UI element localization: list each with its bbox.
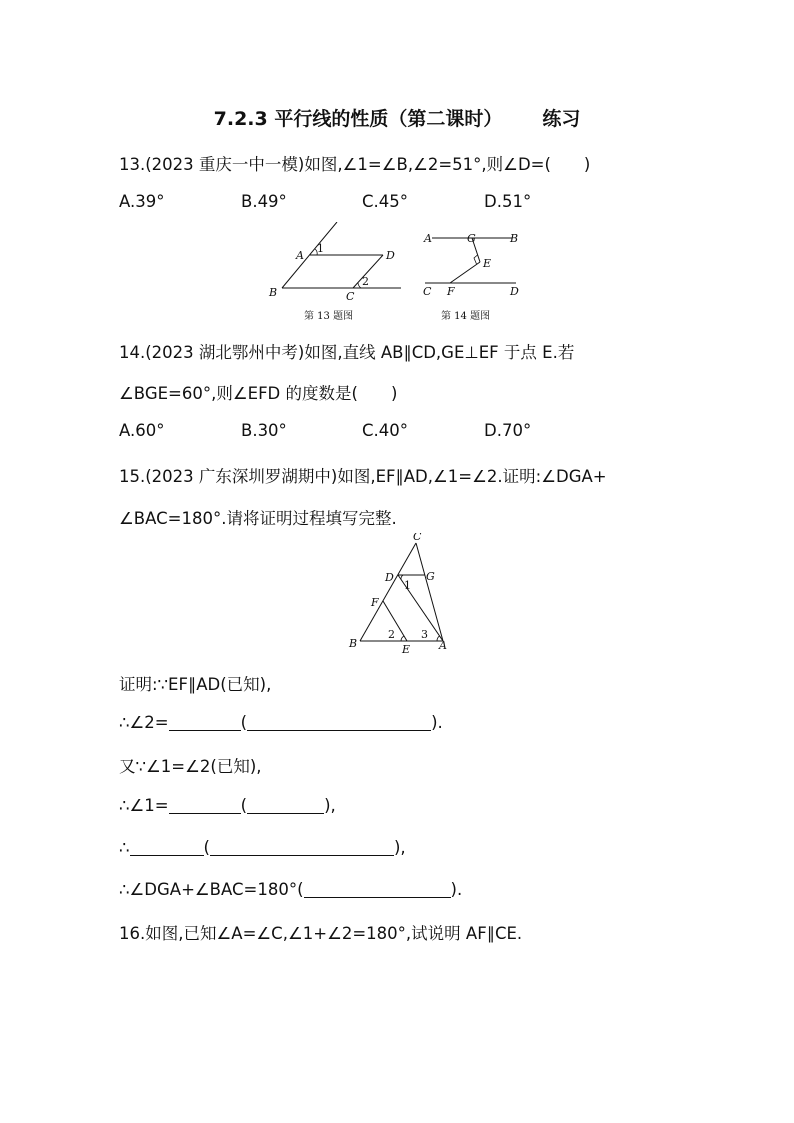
- fig15-label-c: C: [413, 533, 422, 543]
- fig14-label-g: G: [467, 232, 476, 245]
- fig13-label-angle-1: 1: [317, 242, 324, 255]
- q15-proof-line5-prefix: ∴: [119, 838, 130, 857]
- figure-15: [345, 533, 455, 655]
- fig13-label-d: D: [386, 249, 395, 262]
- title-main: 7.2.3 平行线的性质（第二课时）: [213, 108, 503, 130]
- answer-blank[interactable]: [247, 795, 324, 814]
- fig14-label-a: A: [424, 232, 432, 245]
- title-suffix: 练习: [542, 108, 581, 130]
- q14-option-b: B.30°: [241, 421, 287, 440]
- fig14-label-f: F: [447, 285, 455, 298]
- fig13-label-angle-2: 2: [362, 275, 369, 288]
- q15-proof-line4-close: ),: [324, 796, 336, 815]
- figure-14: [420, 228, 528, 300]
- fig15-angle-2-arc: [401, 636, 404, 641]
- fig14-label-b: B: [510, 232, 519, 245]
- fig15-angle-1-arc: [401, 575, 403, 580]
- q15-proof-line2-close: ).: [431, 713, 443, 732]
- q15-stem-line1: 15.(2023 广东深圳罗湖期中)如图,EF∥AD,∠1=∠2.证明:∠DGA+: [119, 467, 607, 486]
- fig15-line-ca: [416, 543, 443, 641]
- answer-blank[interactable]: [169, 795, 241, 814]
- fig15-label-a: A: [439, 639, 447, 652]
- answer-blank[interactable]: [247, 712, 431, 731]
- q14-option-c: C.40°: [362, 421, 409, 440]
- fig14-right-angle-mark: [474, 255, 478, 264]
- fig14-label-e: E: [483, 257, 492, 270]
- q13-option-b: B.49°: [241, 192, 287, 211]
- q13-stem: 13.(2023 重庆一中一模)如图,∠1=∠B,∠2=51°,则∠D=( ): [119, 155, 591, 174]
- q14-option-a: A.60°: [119, 421, 165, 440]
- answer-blank[interactable]: [130, 837, 204, 856]
- q16-stem: 16.如图,已知∠A=∠C,∠1+∠2=180°,试说明 AF∥CE.: [119, 924, 523, 943]
- page-title: [0, 104, 794, 131]
- fig13-label-b: B: [269, 286, 278, 299]
- q15-proof-line5-open: (: [203, 838, 210, 857]
- q15-proof-line1: 证明:∵EF∥AD(已知),: [119, 675, 272, 694]
- fig15-line-cb: [360, 543, 416, 641]
- fig14-label-d: D: [510, 285, 519, 298]
- fig13-caption: 第 13 题图: [304, 311, 354, 322]
- fig15-line-fe: [383, 601, 407, 641]
- q15-proof-line3: 又∵∠1=∠2(已知),: [119, 757, 262, 776]
- fig15-label-d: D: [385, 571, 394, 584]
- fig15-label-g: G: [426, 570, 435, 583]
- fig15-label-e: E: [402, 643, 411, 655]
- q15-proof-line6: [119, 879, 462, 899]
- fig13-angle-2-arc: [358, 283, 361, 288]
- fig13-label-c: C: [346, 290, 355, 303]
- q15-proof-line2-open: (: [240, 713, 248, 732]
- q15-proof-line2: [119, 712, 443, 732]
- q13-option-a: A.39°: [119, 192, 165, 211]
- q14-stem-line2: ∠BGE=60°,则∠EFD 的度数是( ): [119, 384, 398, 403]
- q14-stem-line1: 14.(2023 湖北鄂州中考)如图,直线 AB∥CD,GE⊥EF 于点 E.若: [119, 343, 575, 362]
- fig14-caption: 第 14 题图: [441, 311, 491, 322]
- fig13-label-a: A: [296, 249, 304, 262]
- q15-proof-line4-open: (: [240, 796, 248, 815]
- q15-proof-line5: [119, 837, 406, 857]
- q15-proof-line4: [119, 795, 336, 815]
- q15-proof-line6-close: ).: [450, 880, 463, 899]
- fig15-label-f: F: [371, 596, 379, 609]
- fig14-line-ef: [450, 262, 480, 283]
- q13-option-c: C.45°: [362, 192, 409, 211]
- q15-proof-line4-prefix: ∴∠1=: [119, 796, 169, 815]
- fig15-label-angle-2: 2: [388, 628, 395, 641]
- fig14-label-c: C: [423, 285, 432, 298]
- q15-proof-line5-close: ),: [393, 838, 406, 857]
- q15-stem-line2: ∠BAC=180°.请将证明过程填写完整.: [119, 509, 397, 528]
- q14-option-d: D.70°: [484, 421, 532, 440]
- figure-13: [265, 222, 410, 304]
- answer-blank[interactable]: [169, 712, 241, 731]
- answer-blank[interactable]: [210, 837, 394, 856]
- q13-option-d: D.51°: [484, 192, 532, 211]
- fig15-label-angle-1: 1: [404, 579, 411, 592]
- q15-proof-line2-prefix: ∴∠2=: [119, 713, 169, 732]
- fig15-label-b: B: [349, 637, 358, 650]
- q15-proof-line6-prefix: ∴∠DGA+∠BAC=180°(: [119, 880, 304, 899]
- fig15-label-angle-3: 3: [421, 628, 428, 641]
- answer-blank[interactable]: [304, 879, 451, 898]
